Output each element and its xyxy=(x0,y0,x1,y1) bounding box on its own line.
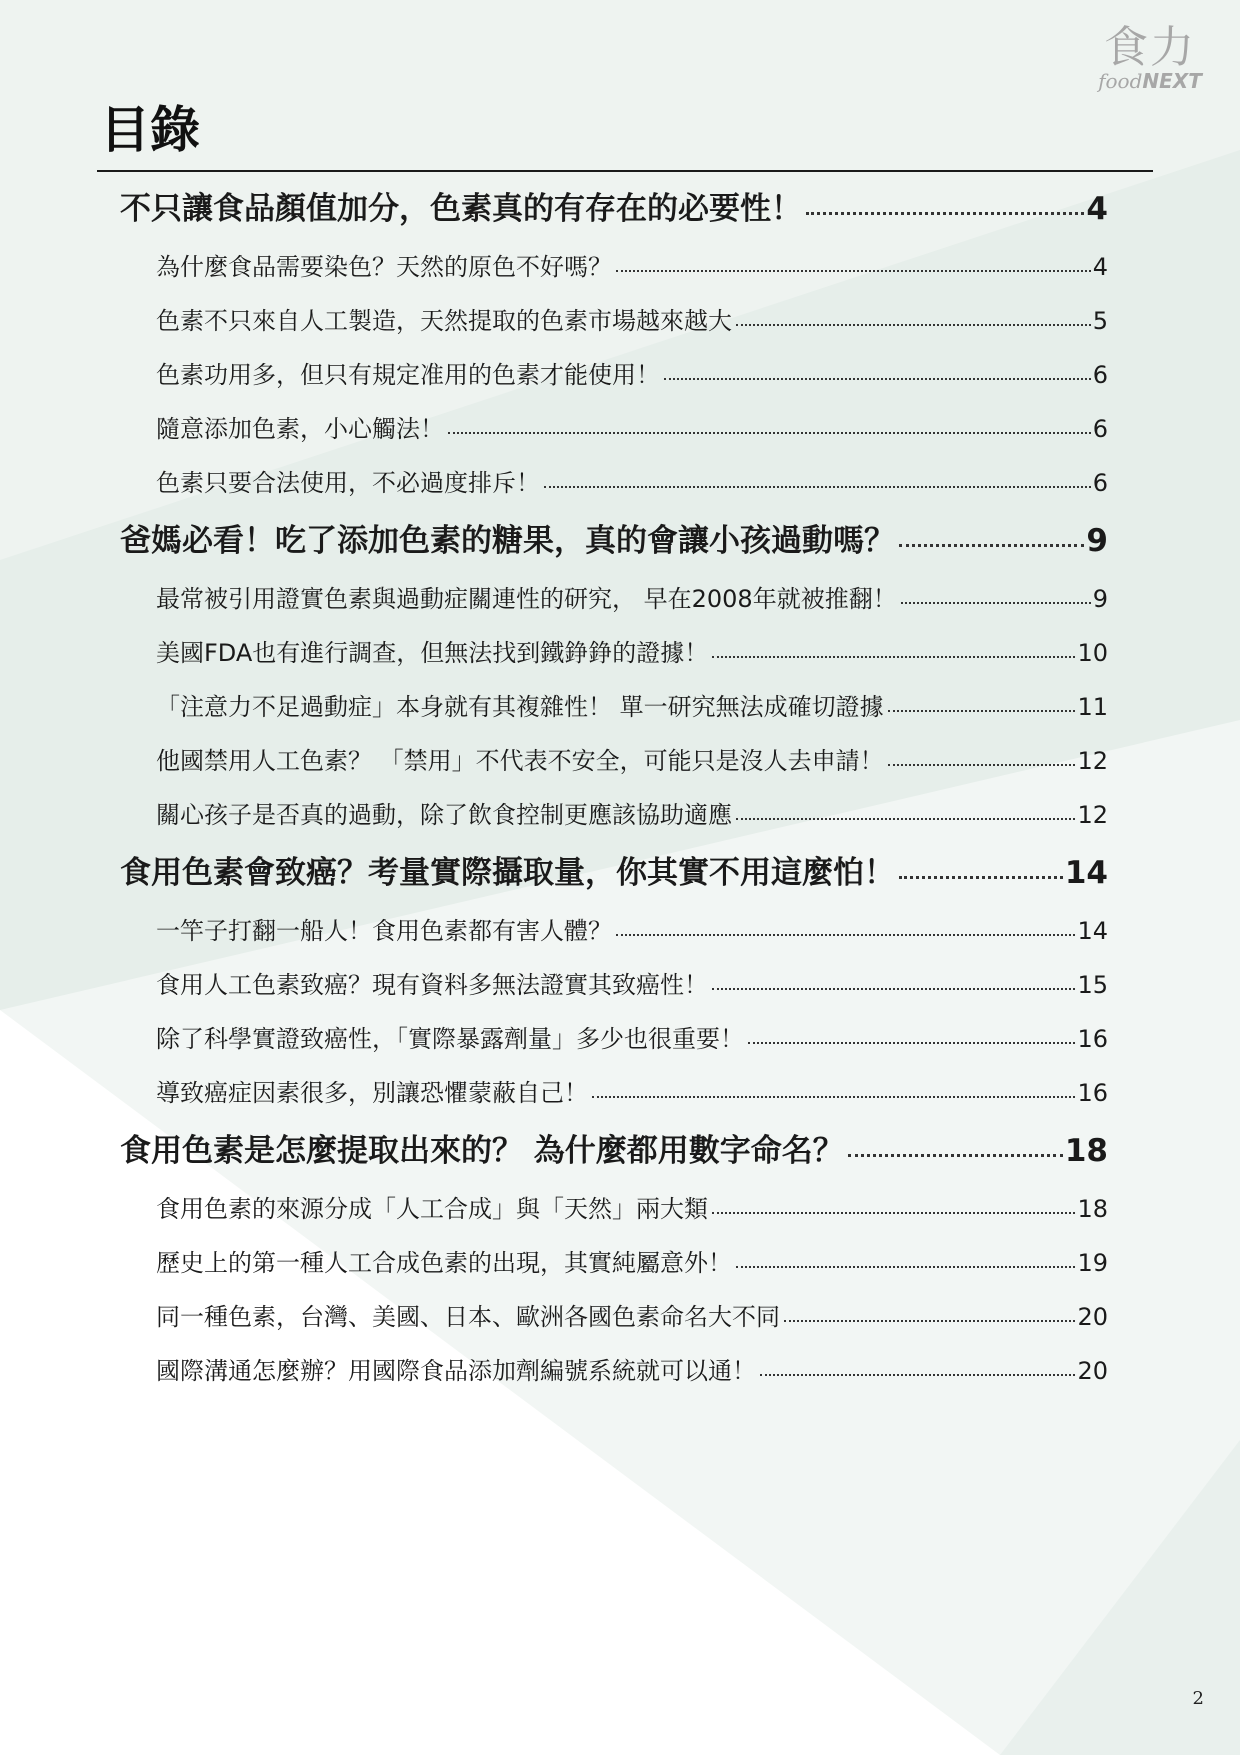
toc-dot-leader xyxy=(712,988,1075,990)
toc-dot-leader xyxy=(784,1320,1075,1322)
toc-section-entry[interactable] xyxy=(120,958,1108,1012)
toc-chapter-entry[interactable] xyxy=(120,178,1108,240)
toc-entry-title: 食用色素是怎麼提取出來的？ 為什麼都用數字命名？ xyxy=(120,1133,844,1169)
toc-section-entry[interactable] xyxy=(120,240,1108,294)
toc-entry-title: 食用人工色素致癌？現有資料多無法證實其致癌性！ xyxy=(156,971,708,999)
toc-entry-page: 4 xyxy=(1086,191,1108,227)
toc-entry-title: 美國FDA也有進行調查，但無法找到鐵錚錚的證據！ xyxy=(156,639,709,667)
toc-entry-title: 不只讓食品顏值加分，色素真的有存在的必要性！ xyxy=(120,191,802,227)
toc-entry-page: 12 xyxy=(1077,747,1108,775)
toc-entry-title: 食用色素的來源分成「人工合成」與「天然」兩大類 xyxy=(156,1195,708,1223)
logo-latin-text xyxy=(1090,70,1210,92)
toc-entry-title: 食用色素會致癌？考量實際攝取量，你其實不用這麼怕！ xyxy=(120,855,895,891)
toc-dot-leader xyxy=(806,212,1084,215)
toc-dot-leader xyxy=(888,764,1076,766)
toc-entry-title: 導致癌症因素很多，別讓恐懼蒙蔽自己！ xyxy=(156,1079,588,1107)
toc-section-entry[interactable] xyxy=(120,348,1108,402)
toc-entry-title: 為什麼食品需要染色？天然的原色不好嗎？ xyxy=(156,253,612,281)
toc-chapter-entry[interactable] xyxy=(120,510,1108,572)
toc-dot-leader xyxy=(592,1096,1075,1098)
toc-entry-page: 14 xyxy=(1077,917,1108,945)
toc-section-entry[interactable] xyxy=(120,1236,1108,1290)
page-number: 2 xyxy=(1192,1688,1204,1709)
toc-entry-page: 12 xyxy=(1077,801,1108,829)
toc-entry-title: 色素功用多，但只有規定准用的色素才能使用！ xyxy=(156,361,660,389)
heading-divider xyxy=(97,170,1153,172)
toc-entry-title: 最常被引用證實色素與過動症關連性的研究， 早在2008年就被推翻！ xyxy=(156,585,897,613)
toc-entry-page: 11 xyxy=(1077,693,1108,721)
toc-entry-title: 國際溝通怎麼辦？用國際食品添加劑編號系統就可以通！ xyxy=(156,1357,756,1385)
toc-section-entry[interactable] xyxy=(120,1012,1108,1066)
toc-entry-page: 16 xyxy=(1077,1025,1108,1053)
toc-entry-page: 15 xyxy=(1077,971,1108,999)
toc-section-entry[interactable] xyxy=(120,680,1108,734)
toc-entry-page: 18 xyxy=(1064,1133,1108,1169)
toc-dot-leader xyxy=(888,710,1076,712)
toc-entry-page: 20 xyxy=(1077,1303,1108,1331)
toc-section-entry[interactable] xyxy=(120,1066,1108,1120)
toc-dot-leader xyxy=(899,876,1063,879)
toc-dot-leader xyxy=(736,1266,1075,1268)
toc-dot-leader xyxy=(712,1212,1075,1214)
toc-dot-leader xyxy=(616,934,1075,936)
toc-entry-title: 一竿子打翻一船人！食用色素都有害人體？ xyxy=(156,917,612,945)
toc-section-entry[interactable] xyxy=(120,1290,1108,1344)
toc-entry-title: 「注意力不足過動症」本身就有其複雜性！ 單一研究無法成確切證據 xyxy=(156,693,884,721)
toc-dot-leader xyxy=(616,270,1091,272)
toc-entry-page: 6 xyxy=(1092,469,1108,497)
brand-logo xyxy=(1090,22,1210,93)
toc-section-entry[interactable] xyxy=(120,1344,1108,1398)
toc-section-entry[interactable] xyxy=(120,1182,1108,1236)
toc-entry-page: 6 xyxy=(1092,415,1108,443)
toc-entry-page: 18 xyxy=(1077,1195,1108,1223)
toc-entry-title: 關心孩子是否真的過動，除了飲食控制更應該協助適應 xyxy=(156,801,732,829)
toc-dot-leader xyxy=(848,1154,1063,1157)
toc-entry-page: 14 xyxy=(1064,855,1108,891)
toc-entry-page: 4 xyxy=(1092,253,1108,281)
toc-section-entry[interactable] xyxy=(120,734,1108,788)
toc-section-entry[interactable] xyxy=(120,572,1108,626)
toc-dot-leader xyxy=(899,544,1084,547)
toc-entry-page: 9 xyxy=(1092,585,1108,613)
toc-section-entry[interactable] xyxy=(120,294,1108,348)
toc-dot-leader xyxy=(712,656,1075,658)
toc-section-entry[interactable] xyxy=(120,456,1108,510)
toc-entry-title: 歷史上的第一種人工合成色素的出現，其實純屬意外！ xyxy=(156,1249,732,1277)
toc-entry-page: 9 xyxy=(1086,523,1108,559)
toc-entry-title: 他國禁用人工色素？ 「禁用」不代表不安全，可能只是沒人去申請！ xyxy=(156,747,884,775)
toc-heading: 目錄 xyxy=(100,100,200,159)
toc-dot-leader xyxy=(760,1374,1075,1376)
toc-section-entry[interactable] xyxy=(120,788,1108,842)
toc-dot-leader xyxy=(748,1042,1075,1044)
logo-next-text: NEXT xyxy=(1142,69,1202,93)
toc-entry-title: 色素不只來自人工製造，天然提取的色素市場越來越大 xyxy=(156,307,732,335)
toc-section-entry[interactable] xyxy=(120,626,1108,680)
toc-dot-leader xyxy=(448,432,1091,434)
toc-dot-leader xyxy=(736,818,1075,820)
toc-entry-page: 19 xyxy=(1077,1249,1108,1277)
toc-entry-page: 6 xyxy=(1092,361,1108,389)
toc-entry-title: 同一種色素，台灣、美國、日本、歐洲各國色素命名大不同 xyxy=(156,1303,780,1331)
toc-entry-title: 隨意添加色素，小心觸法！ xyxy=(156,415,444,443)
toc-entry-title: 色素只要合法使用，不必過度排斥！ xyxy=(156,469,540,497)
toc-entry-page: 20 xyxy=(1077,1357,1108,1385)
toc-dot-leader xyxy=(901,602,1091,604)
toc-entry-title: 除了科學實證致癌性，「實際暴露劑量」多少也很重要！ xyxy=(156,1025,744,1053)
toc-dot-leader xyxy=(664,378,1091,380)
toc-chapter-entry[interactable] xyxy=(120,842,1108,904)
toc-entry-page: 16 xyxy=(1077,1079,1108,1107)
toc-entry-page: 10 xyxy=(1077,639,1108,667)
logo-cjk-text: 食力 xyxy=(1104,22,1196,73)
toc-section-entry[interactable] xyxy=(120,904,1108,958)
toc-chapter-entry[interactable] xyxy=(120,1120,1108,1182)
toc-dot-leader xyxy=(736,324,1091,326)
table-of-contents xyxy=(120,178,1108,1398)
toc-entry-title: 爸媽必看！吃了添加色素的糖果，真的會讓小孩過動嗎？ xyxy=(120,523,895,559)
logo-food-text: food xyxy=(1098,69,1143,93)
toc-entry-page: 5 xyxy=(1092,307,1108,335)
toc-section-entry[interactable] xyxy=(120,402,1108,456)
toc-dot-leader xyxy=(544,486,1091,488)
